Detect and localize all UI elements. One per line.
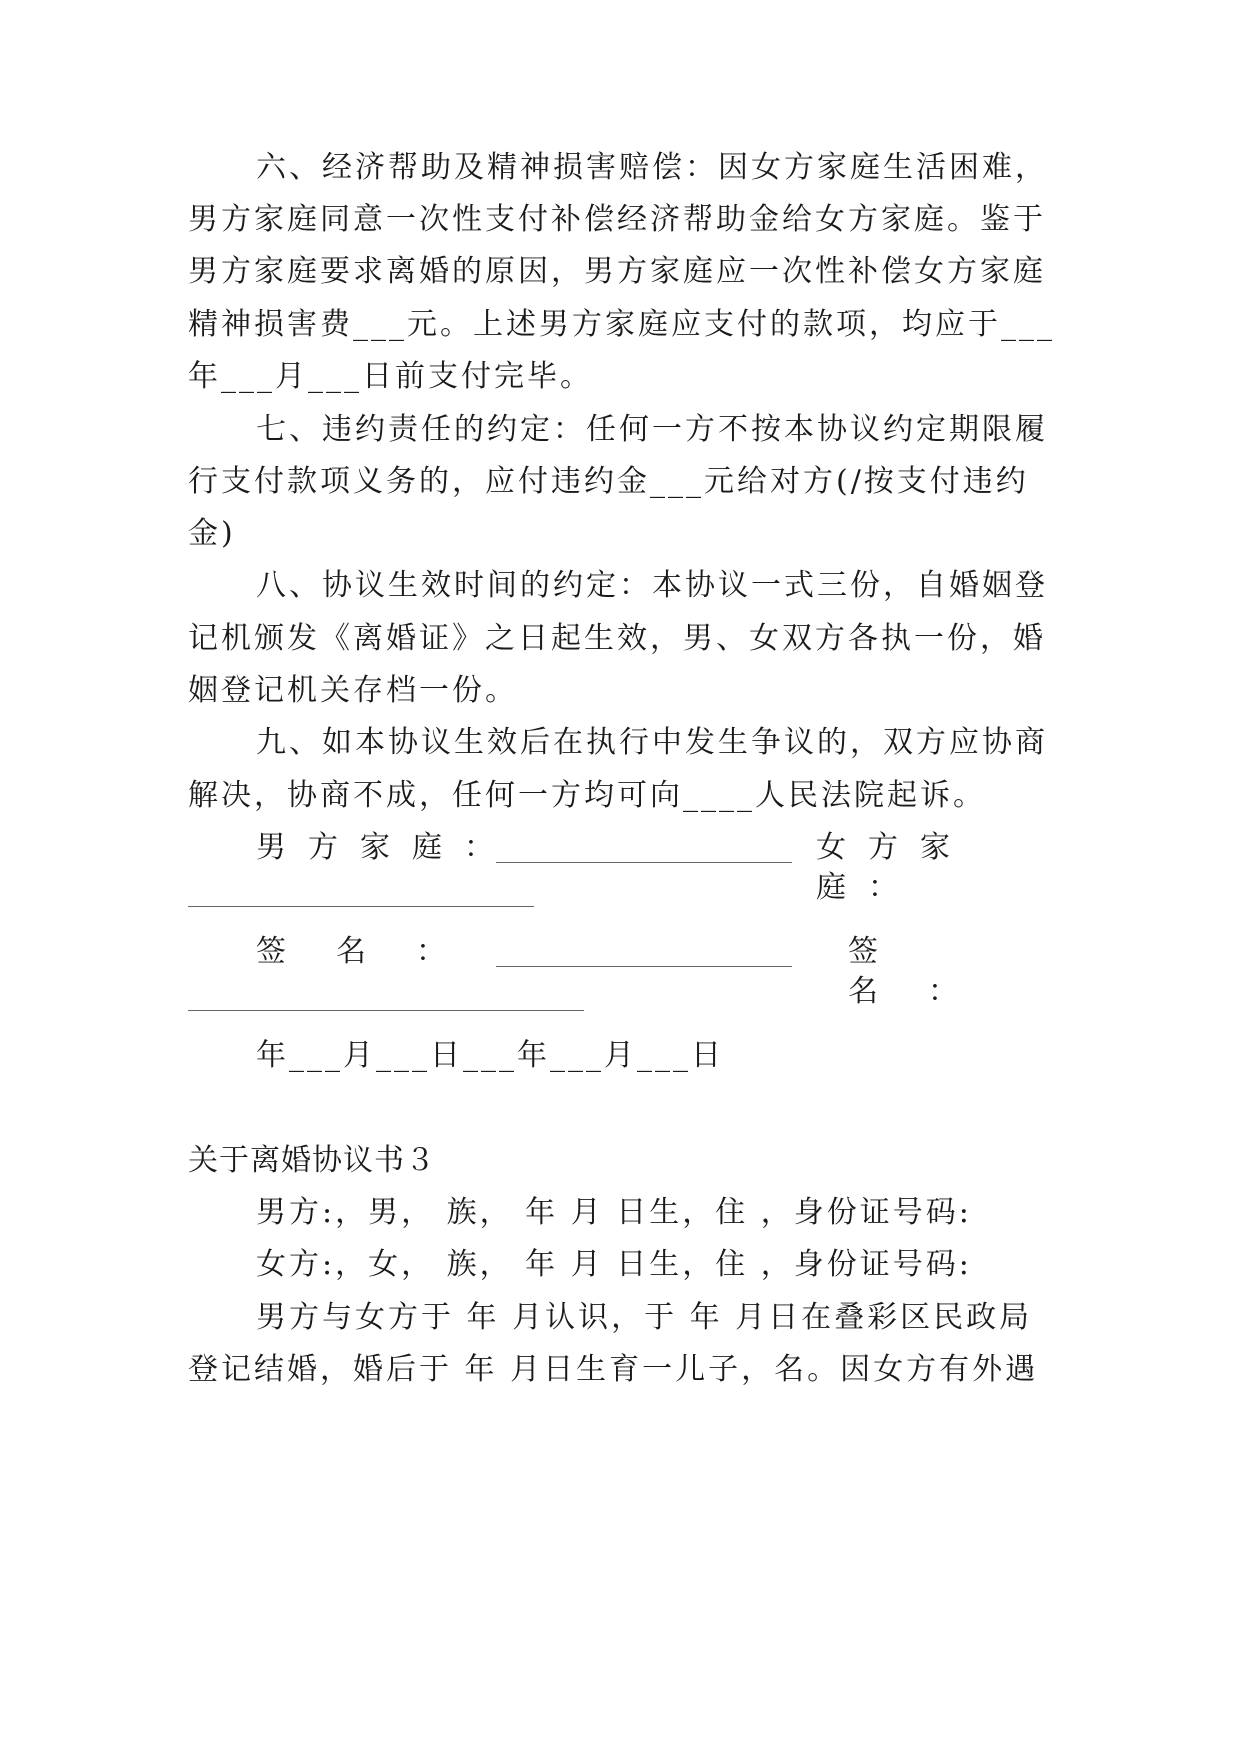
section-title: 关于离婚协议书３	[188, 1143, 436, 1178]
paragraph-line: 九、如本协议生效后在执行中发生争议的，双方应协商	[256, 725, 1048, 760]
paragraph-line: 六、经济帮助及精神损害赔偿：因女方家庭生活困难，	[256, 150, 1048, 185]
paragraph-line: 男方与女方于 年 月认识，于 年 月日在叠彩区民政局	[256, 1300, 1033, 1335]
paragraph-line: 登记结婚，婚后于 年 月日生育一儿子，名。因女方有外遇	[188, 1352, 1039, 1387]
paragraph-line: 七、违约责任的约定：任何一方不按本协议约定期限履	[256, 412, 1048, 447]
party-row	[256, 828, 1048, 905]
paragraph-line: 金)	[188, 516, 236, 551]
paragraph-line: 解决，协商不成，任何一方均可向____人民法院起诉。	[188, 778, 986, 813]
female-sign-label: 签名：	[848, 934, 1008, 1009]
paragraph-line: 男方家庭要求离婚的原因，男方家庭应一次性补偿女方家庭	[188, 254, 1046, 289]
paragraph-line: 年___月___日前支付完毕。	[188, 359, 593, 394]
male-sign-label: 签名：	[256, 934, 496, 969]
female-sign-underline	[188, 1010, 584, 1011]
date-line: 年___月___日___年___月___日	[256, 1038, 724, 1073]
female-info-line: 女方:，女， 族， 年 月 日生，住 ，身份证号码:	[256, 1247, 972, 1282]
male-info-line: 男方:，男， 族， 年 月 日生，住 ，身份证号码:	[256, 1195, 972, 1230]
male-party-label: 男方家庭：	[256, 830, 516, 865]
paragraph-line: 男方家庭同意一次性支付补偿经济帮助金给女方家庭。鉴于	[188, 202, 1046, 237]
female-party-label: 女方家庭：	[816, 830, 972, 905]
signature-row	[256, 932, 1048, 1009]
female-party-underline	[188, 906, 534, 907]
paragraph-line: 行支付款项义务的，应付违约金___元给对方(/按支付违约	[188, 464, 1029, 499]
male-sign-underline	[496, 966, 792, 967]
paragraph-line: 记机颁发《离婚证》之日起生效，男、女双方各执一份，婚	[188, 621, 1046, 656]
paragraph-line: 姻登记机关存档一份。	[188, 673, 518, 708]
paragraph-line: 八、协议生效时间的约定：本协议一式三份，自婚姻登	[256, 568, 1048, 603]
paragraph-line: 精神损害费___元。上述男方家庭应支付的款项，均应于___	[188, 307, 1055, 342]
male-party-underline	[496, 862, 792, 863]
